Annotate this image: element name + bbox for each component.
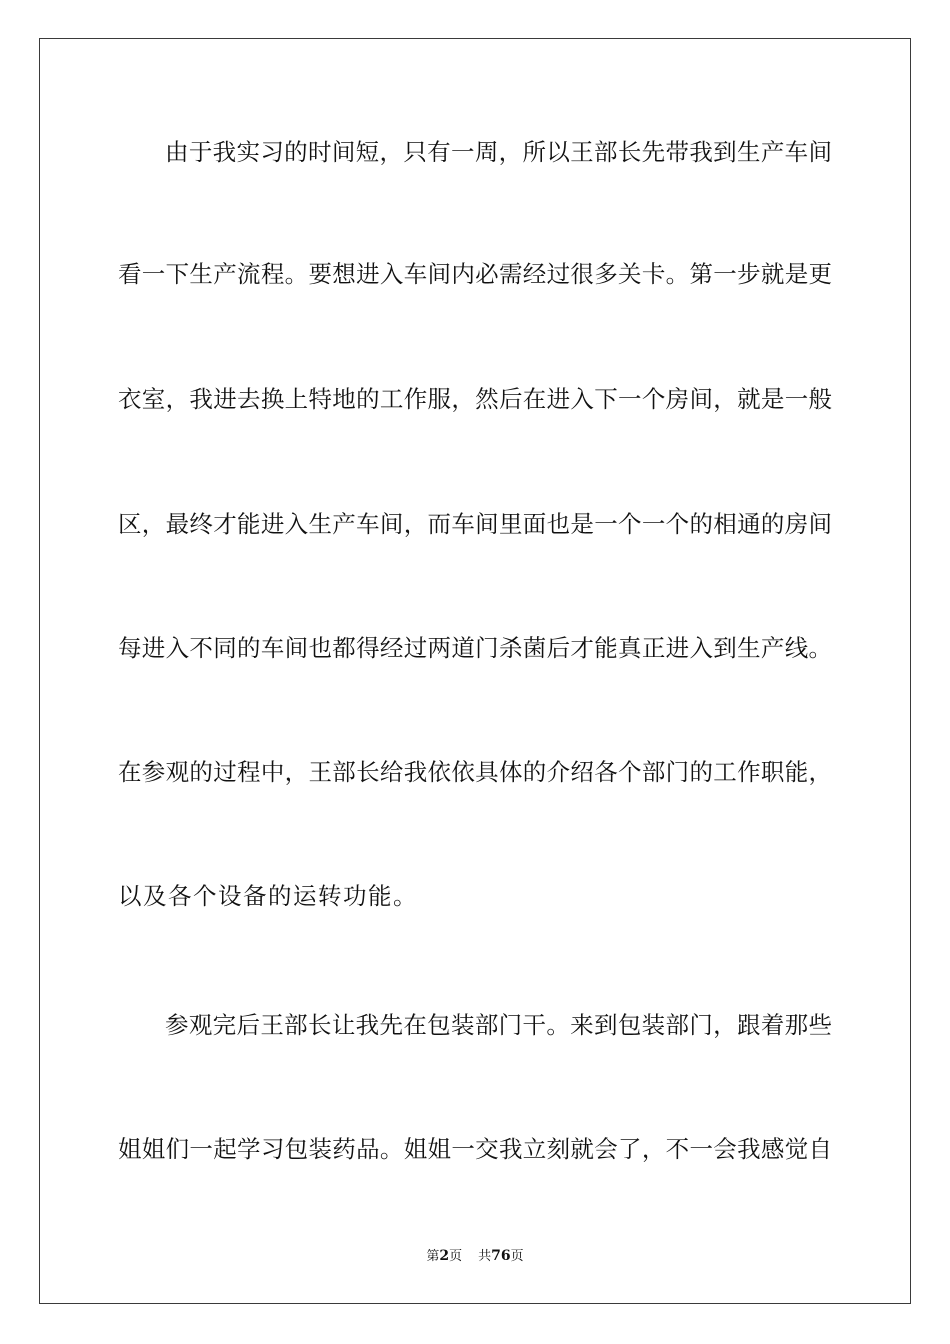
paragraph-1-line-3: 衣室，我进去换上特地的工作服，然后在进入下一个房间，就是一般 xyxy=(118,385,832,413)
paragraph-1-line-1: 由于我实习的时间短，只有一周，所以王部长先带我到生产车间 xyxy=(165,138,832,166)
page-footer xyxy=(0,1246,950,1267)
total-pages: 76 xyxy=(491,1248,511,1264)
paragraph-1-line-6: 在参观的过程中，王部长给我依依具体的介绍各个部门的工作职能， xyxy=(118,758,832,786)
total-prefix: 共 xyxy=(478,1249,492,1264)
page-number: 2 xyxy=(439,1248,450,1264)
paragraph-1-line-2: 看一下生产流程。要想进入车间内必需经过很多关卡。第一步就是更 xyxy=(118,260,832,288)
paragraph-1-line-7: 以及各个设备的运转功能。 xyxy=(118,882,418,910)
page-prefix: 第 xyxy=(426,1249,440,1264)
paragraph-2-line-2: 姐姐们一起学习包装药品。姐姐一交我立刻就会了，不一会我感觉自 xyxy=(118,1135,832,1163)
page-border xyxy=(39,38,911,1304)
paragraph-1-line-4: 区，最终才能进入生产车间，而车间里面也是一个一个的相通的房间 xyxy=(118,510,832,538)
page-suffix: 页 xyxy=(449,1249,463,1264)
total-suffix: 页 xyxy=(510,1249,524,1264)
paragraph-1-line-5: 每进入不同的车间也都得经过两道门杀菌后才能真正进入到生产线。 xyxy=(118,634,832,662)
paragraph-2-line-1: 参观完后王部长让我先在包装部门干。来到包装部门，跟着那些 xyxy=(165,1011,832,1039)
